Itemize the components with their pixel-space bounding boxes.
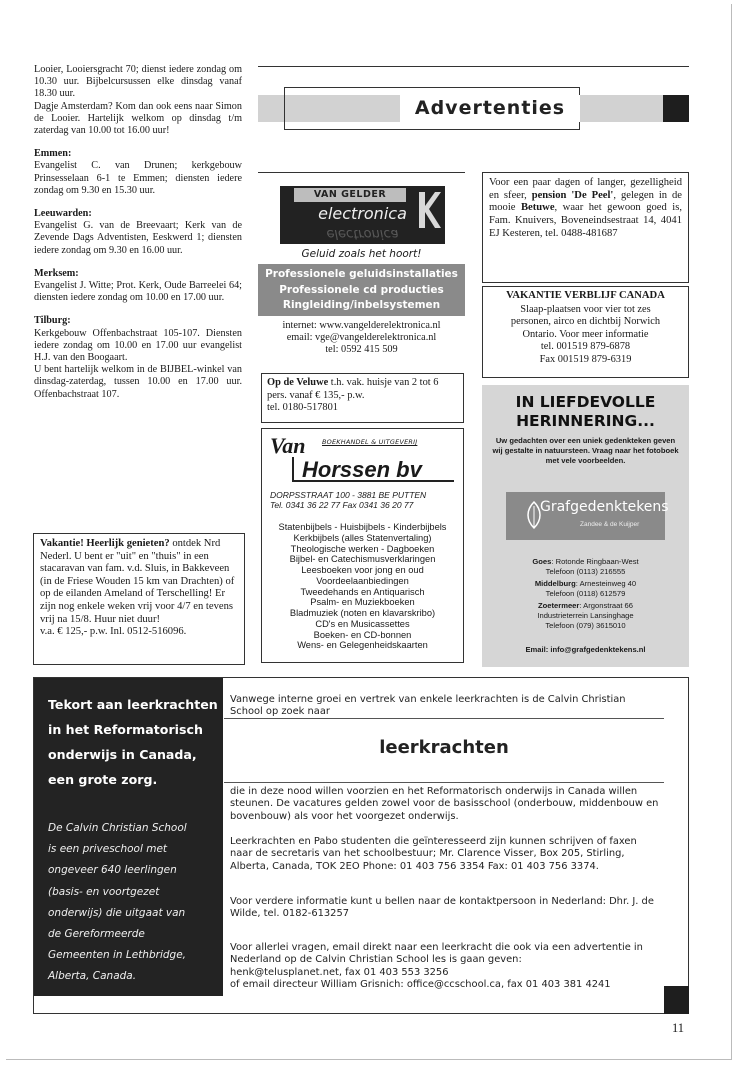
herinnering-title-1: IN LIEFDEVOLLE [515,393,656,411]
herinnering-title [482,393,689,431]
van-gelder-internet: internet: www.vangelderelektronica.nl [282,320,441,331]
address-city: Zoetermeer [538,601,580,611]
listing-extra: Dagje Amsterdam? Kom dan ook eens naar Simon de Looier. Hartelijk welkom op dinsdag t/m zaterdag van 10.00 tot 16.00 uur! [34,100,242,137]
listing-tilburg [34,315,242,400]
herinnering-intro: Uw gedachten over een uniek gedenkteken geven wij gestalte in natuursteen. Vraag naar het fotoboek met vele voorbeelden. [492,436,679,465]
address-phone: Telefoon (079) 3615010 [545,620,626,630]
horssen-van: Van [270,433,306,458]
body-line: De Calvin Christian School [48,822,187,834]
listing-text: Looier, Looiersgracht 70; dienst iedere zondag om 10.30 uur. Bijbelcursussen elke dinsdag vanaf 18.30 uur. [34,64,242,100]
vacancy-paragraph-1: die in deze nood willen voorzien en het Reformatorisch onderwijs in Canada willen steunen. De vacatures gelden zowel voor de basisschool (onderbouw, middenbouw en bovenbouw) als voor het voorgezet onderwijs. [230,786,659,822]
grafgedenktekens-ad [482,385,689,667]
page-number: 11 [672,1021,685,1035]
horssen-address-block [270,490,458,510]
body-line: is een priveschool met [48,843,168,856]
column-rule [258,172,465,173]
horssen-list [262,522,463,651]
van-gelder-services [258,264,465,316]
canada-line: Ontario. Voor meer informatie [522,328,649,340]
vacancy-sidebar [34,678,223,996]
address-phone: Telefoon (0118) 612579 [545,588,626,598]
address-extra: Industrieterrein Lansinghage [537,610,634,620]
list-item: CD's en Musicassettes [315,618,410,629]
list-item: Kerkbijbels (alles Statenvertaling) [293,532,432,543]
list-item: Voordeelaanbiedingen [316,575,409,586]
listing-heading: Emmen: [34,148,72,160]
vakantie-ad [33,533,245,665]
van-gelder-logo [280,186,445,244]
vacancy-rule-bottom [224,782,664,783]
body-line: Gemeenten in Lethbridge, [48,949,186,962]
list-item: Bladmuziek (noten en klavarskribo) [289,608,436,618]
address-street: : Arnesteinweg 40 [575,579,637,589]
heading-line: een grote zorg. [48,772,158,787]
grafgedenktekens-logo [506,492,669,540]
listing-heading: Merksem: [34,267,79,279]
logo-top-text: VAN GELDER [294,188,406,202]
church-listings [34,64,242,412]
vacancy-paragraph-4 [230,942,660,992]
canada-line: Slaap-plaatsen voor vier tot zes [520,303,651,315]
list-item: Boeken- en CD-bonnen [313,629,412,640]
list-item: Leesboeken voor jong en oud [301,565,424,575]
pension-peel-ad [482,172,689,283]
peel-bold-name: pension 'De Peel' [531,189,614,201]
body-line: onderwijs) die uitgaat van [48,906,186,919]
body-line: Alberta, Canada. [48,970,137,983]
peel-bold-region: Betuwe [520,202,555,214]
van-gelder-tel: tel: 0592 415 509 [325,344,398,355]
listing-leeuwarden [34,208,242,257]
service-item: Professionele cd producties [279,283,444,296]
vacancy-p4-line: henk@telusplanet.net, fax 01 403 553 3256 [230,966,449,978]
listing-extra: U bent hartelijk welkom in de BIJBEL-winkel van dinsdag-zaterdag, tussen 10.00 en 17.00 uur. Offenbachstraat 107. [34,364,242,400]
list-item: Bijbel- en Catechismusverklaringen [289,554,436,565]
section-title: Advertenties [400,95,580,122]
canada-line: Fax 001519 879-6319 [539,353,632,365]
listing-emmen [34,148,242,197]
vacancy-sidebar-body [48,818,220,988]
body-line: ongeveer 640 leerlingen [48,864,177,877]
logo-sub: Zandee & de Kuijper [580,521,640,528]
logo-main-text: electronica [318,204,407,223]
logo-reflection: electronica [326,226,399,241]
peel-text-mid: , gelegen in de mooie [489,189,682,214]
vakantie-ad-price: v.a. € 125,- p.w. Inl. 0512-516096. [40,626,187,638]
peel-text-post: , waar het gewoon goed is, Fam. Knuivers, Boveneindsestraat 14, 4041 EJ Kesteren, tel. 0488-481687 [489,202,682,239]
vacancy-p4-line: of email directeur William Grisnich: office@ccschool.ca, fax 01 403 381 4241 [230,979,611,991]
van-gelder-slogan: Geluid zoals het hoort! [301,248,422,260]
van-gelder-contact [258,320,465,356]
canada-line: personen, airco en dichtbij Norwich [510,316,661,327]
list-item: Theologische werken - Dagboeken [290,543,435,554]
address-city: Middelburg [534,579,576,589]
vacancy-p4-line: Voor allerlei vragen, email direkt naar een leerkracht die ook via een advertentie in Nederland op de Calvin Christian School les is gaan geven: [230,942,643,966]
logo-name: Grafgedenktekens [540,499,669,515]
listing-text: Evangelist C. van Drunen; kerkgebouw Prinsesselaan 6-1 te Emmen; diensten iedere zondag om 9.30 en 15.30 uur. [34,160,242,196]
listing-text: Evangelist J. Witte; Prot. Kerk, Oude Barreelei 64; diensten iedere zondag om 10.00 en 17.00 uur. [34,280,242,304]
canada-line: tel. 001519 879-6878 [540,341,631,352]
address-city: Goes [532,557,552,566]
service-item: Ringleiding/inbelsystemen [282,299,441,311]
veluwe-ad-text: t.h. vak. huisje van 2 tot 6 pers. vanaf € 135,- p.w. [267,377,439,401]
vacancy-headline: leerkrachten [379,737,509,758]
heading-line: onderwijs in Canada, [48,747,197,762]
van-gelder-ad [258,178,465,370]
vakantie-ad-text: ontdek Nrd Nederl. U bent er "uit" en "thuis" in een stacaravan van fam. v.d. Sluis, in Bakkeveen (in de Friese Wouden 15 km van Drachten) of op de eilanden Ameland of Terschelling! Er zijn nog enkele weken vrij voor 4/7 en tevens vrij na 15/8. Huur niet duur! [40,538,235,625]
veluwe-ad [261,373,464,423]
vacancy-intro: Vanwege interne groei en vertrek van enkele leerkrachten is de Calvin Christian School op zoek naar [230,694,626,718]
vakantie-ad-bold: Vakantie! Heerlijk genieten? [40,538,170,549]
address-middelburg [486,579,685,598]
body-line: (basis- en voortgezet [48,885,160,898]
herinnering-title-2: HERINNERING... [516,412,655,430]
vacancy-sidebar-heading [48,692,220,792]
list-item: Statenbijbels - Huisbijbels - Kinderbijbels [278,522,447,532]
canada-title: VAKANTIE VERBLIJF CANADA [506,290,665,301]
listing-heading: Tilburg: [34,315,71,327]
horssen-subtitle: BOEKHANDEL & UITGEVERIJ [322,438,418,446]
listing-text: Evangelist G. van de Breevaart; Kerk van de Zevende Dags Adventisten, Eeskwerd 1; diensten iedere zondag om 9.30 en 16.00 uur. [34,220,242,256]
address-street: : Argonstraat 66 [579,601,633,611]
horssen-logo [270,433,458,487]
horssen-name: Horssen bv [292,457,454,482]
listing-amsterdam [34,64,242,137]
veluwe-ad-bold: Op de Veluwe [267,377,329,388]
horssen-ad [261,428,464,663]
veluwe-ad-tel: tel. 0180-517801 [267,402,338,413]
herinnering-email: Email: info@grafgedenktekens.nl [525,645,646,654]
van-gelder-email: email: vge@vangelderelektronica.nl [286,332,437,343]
list-item: Tweedehands en Antiquarisch [300,586,425,597]
canada-vakantie-ad [482,286,689,378]
corner-dark-block [664,986,689,1014]
list-item: Wens- en Gelegenheidskaarten [297,640,428,651]
herinnering-addresses [486,557,685,633]
vacancy-paragraph-2: Leerkrachten en Pabo studenten die geïnteresseerd zijn kunnen schrijven of faxen naar de secretaris van het schoolbestuur; Mr. Clarence Visser, Box 205, Stirling, Alberta, Canada, TOK 2EO Phone: 01 403 756 3354 Fax: 01 403 756 3374. [230,836,637,872]
address-goes [486,557,685,576]
address-street: : Rotonde Ringbaan-West [551,557,639,566]
body-line: de Gereformeerde [48,928,145,941]
header-dark-block [663,95,689,122]
top-rule [258,66,689,67]
peel-text-pre: Voor een paar dagen of langer, gezelligheid en sfeer, [489,177,682,201]
address-zoetermeer [486,601,685,630]
list-item: Psalm- en Muziekboeken [310,597,415,608]
listing-text: Kerkgebouw Offenbachstraat 105-107. Diensten iedere zondag om 10.00 en 17.00 uur evangelist H.J. van den Boogaart. [34,327,242,364]
horssen-address: DORPSSTRAAT 100 - 3881 BE PUTTEN [270,490,427,500]
heading-line: Tekort aan leerkrachten [48,697,218,712]
address-phone: Telefoon (0113) 216555 [545,566,626,576]
listing-merksem [34,268,242,305]
listing-heading: Leeuwarden: [34,208,92,220]
heading-line: in het Reformatorisch [48,722,203,737]
horssen-phone: Tel. 0341 36 22 77 Fax 0341 36 20 77 [270,500,414,510]
vacancy-paragraph-3: Voor verdere informatie kunt u bellen naar de kontaktpersoon in Nederland: Dhr. J. de Wilde, tel. 0182-613257 [230,896,654,920]
service-item: Professionele geluidsinstallaties [265,268,458,280]
